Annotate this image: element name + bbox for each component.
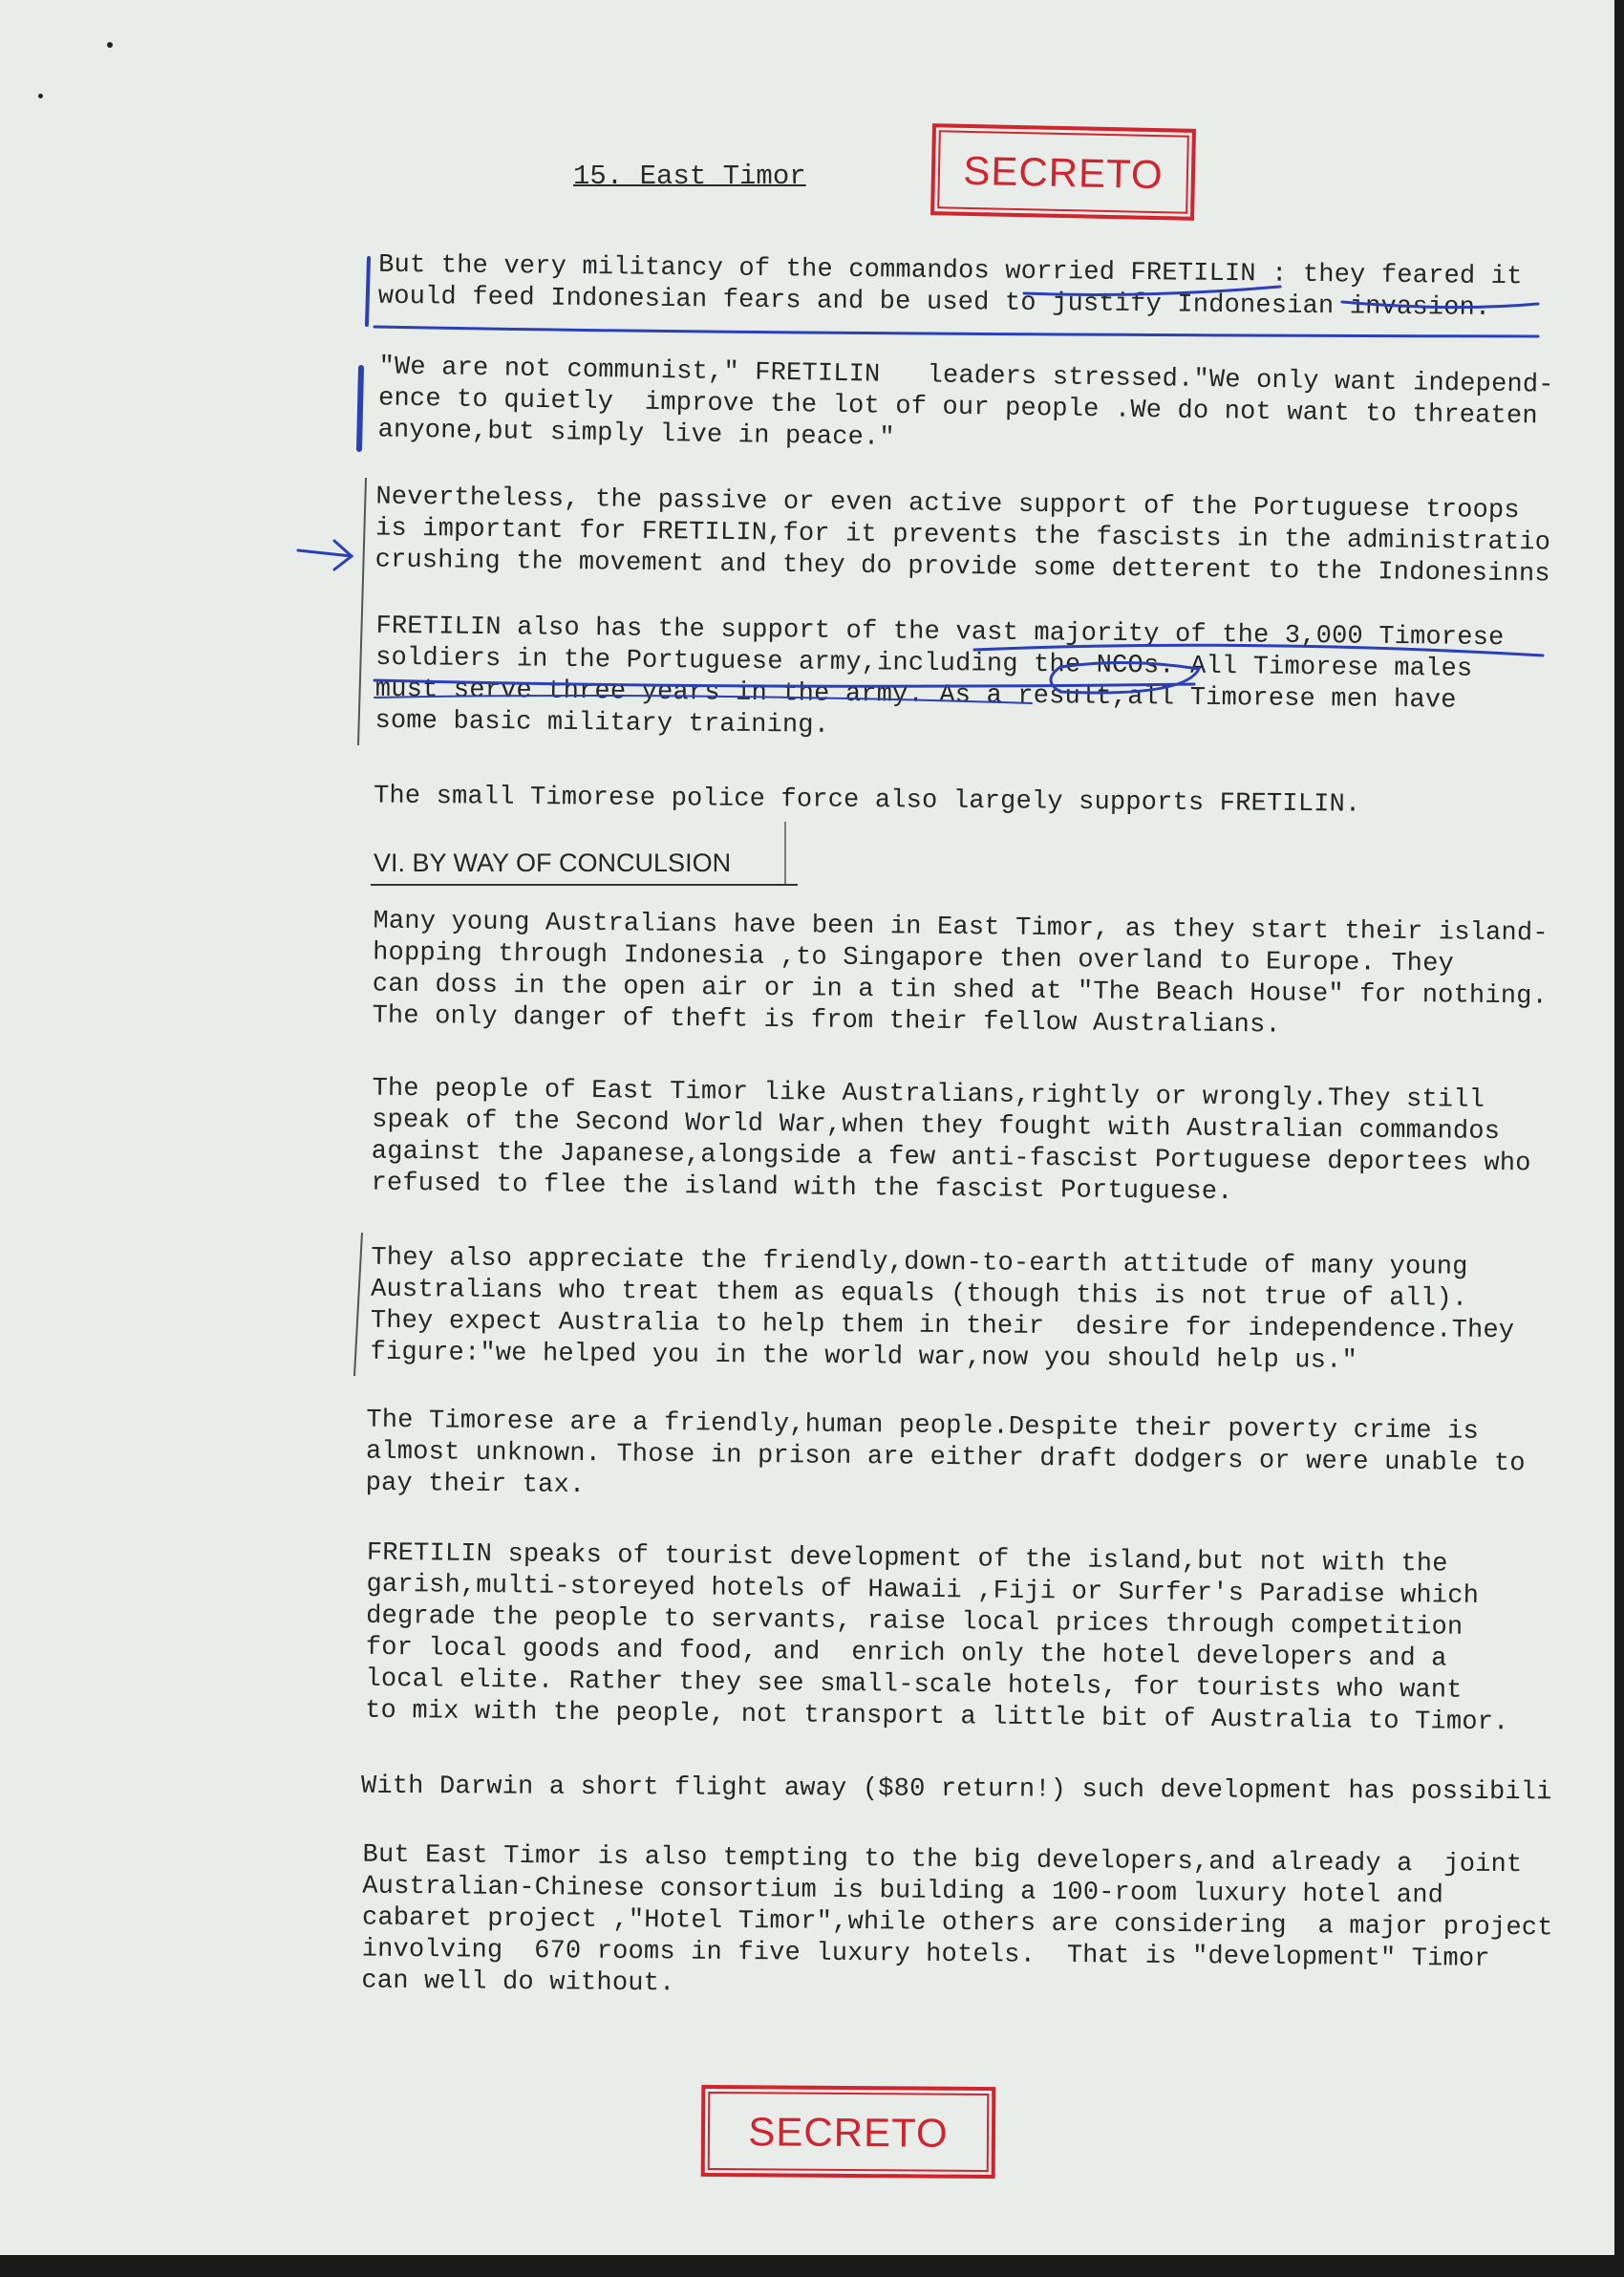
ink-underline	[374, 327, 1538, 336]
stamp-label: SECRETO	[962, 147, 1165, 198]
paragraph-friendly-people: The Timorese are a friendly,human people.Despite their poverty crime is almost unknown. Those in prison are either draft dodgers or were unable to pay their tax.	[365, 1406, 1526, 1501]
margin-bar	[367, 258, 369, 325]
paragraph-police-force: The small Timorese police force also largely supports FRETILIN.	[373, 782, 1361, 820]
ink-underline	[374, 696, 1032, 703]
page-title: 15. East Timor	[573, 161, 806, 192]
margin-bar	[359, 368, 361, 449]
paragraph-darwin-flight: With Darwin a short flight away ($80 return!) such development has possibili	[360, 1772, 1552, 1808]
pencil-margin-line	[354, 1233, 362, 1376]
paragraph-tourist-development: FRETILIN speaks of tourist development of the island,but not with the garish,multi-storeyed hotels of Hawaii ,Fiji or Surfer's Paradise which degrade the people to servants, raise local prices through competition for local goods and food, and enrich only the hotel developers and a local elite. Rather they see small-scale hotels, for tourists who want to mix with the people, not transport a little bit of Australia to Timor.	[365, 1538, 1509, 1738]
ink-underline	[974, 645, 1543, 655]
paragraph-people-like-australians: The people of East Timor like Australians,rightly or wrongly.They still speak of the Second World War,when they fought with Australian commandos against the Japanese,alongside a few anti-fascist Portuguese deportees who refused to flee the island with the fascist Portuguese.	[371, 1074, 1531, 1208]
paragraph-young-australians: Many young Australians have been in East Timor, as they start their island- hopping through Indonesia ,to Singapore then overland to Europe. They can doss in the open air or in a tin shed at "The Beach House" for nothing. The only danger of theft is from their fellow Australians.	[372, 907, 1549, 1041]
paragraph-timorese-soldiers: FRETILIN also has the support of the vast majority of the 3,000 Timorese soldiers in the Portuguese army,including the NCOs. All Timorese males must serve three years in the army. As a result,all Timorese men have some basic military training.	[374, 612, 1505, 741]
ink-underline	[374, 680, 1194, 686]
ink-underline	[1024, 287, 1280, 294]
paragraph-portuguese-troops: Nevertheless, the passive or even active support of the Portuguese troops is important for FRETILIN,for it prevents the fascists in the administratio crushing the movement and they do provide some detterent to the Indonesinns	[374, 483, 1551, 590]
paragraph-appreciate-attitude: They also appreciate the friendly,down-to-earth attitude of many young Australians who treat them as equals (though this is not true of all). They expect Australia to help them in their desire for independence.They figure:"we helped you in the world war,now you should help us."	[370, 1243, 1515, 1376]
section-heading: VI. BY WAY OF CONCULSION	[374, 849, 732, 877]
arrow-icon	[298, 550, 352, 556]
pencil-margin-line	[358, 478, 366, 745]
paragraph-big-developers: But East Timor is also tempting to the big developers,and already a joint Australian-Chinese consortium is building a 100-room luxury hotel and cabaret project ,"Hotel Timor",while others are considering a major project involving 670 rooms in five luxury hotels. That is "development" Timor can well do without.	[361, 1840, 1553, 1999]
paragraph-commandos: But the very militancy of the commandos worried FRETILIN : they feared it would feed Indonesian fears and be used to justify Indonesian invasion.	[377, 250, 1523, 323]
stamp-label: SECRETO	[748, 2109, 949, 2156]
ink-underline	[1342, 302, 1538, 308]
ink-circle	[1051, 662, 1199, 693]
paragraph-not-communist: "We are not communist," FRETILIN leaders stressed."We only want independ- ence to quietly improve the lot of our people .We do not want to threaten anyone,but simply live in peace."	[377, 353, 1554, 453]
